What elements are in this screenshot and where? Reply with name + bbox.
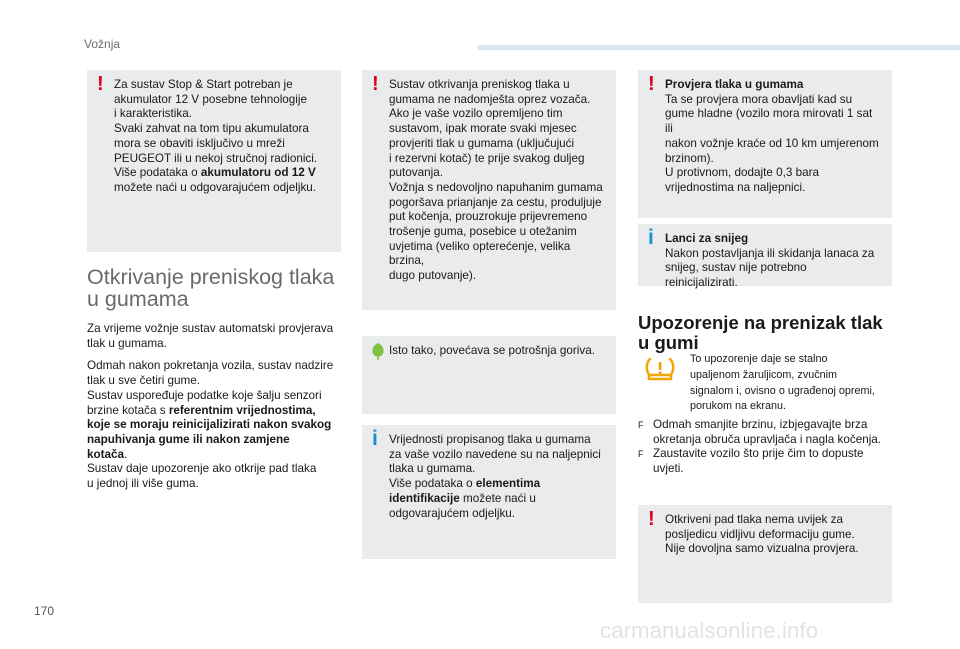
snow-chains-box — [638, 224, 892, 290]
eco-leaf-icon — [370, 342, 386, 360]
detection-warning-box — [362, 70, 616, 310]
detection-warning-text: Sustav otkrivanja preniskog tlaka u gumama ne nadomješta oprez vozača. Ako je vaše vozilo opremljeno tim sustavom, ipak morate svaki mjesec provjeriti tlak u gumama (uključujući i rezervni kotač) te prije svakog duljeg putovanja. Vožnja s nedovoljno napuhanim gumama pogoršava prianjanje za cestu, produljuje put kočenja, prouzrokuje prijevremeno trošenje guma, posebice u otežanim uvjetima (veliko opterećenje, velika brzina, dugo putovanje). — [389, 78, 603, 283]
visual-check-text: Otkriveni pad tlaka nema uvijek za posljedicu vidljivu deformaciju gume. Nije dovoljna samo vizualna provjera. — [665, 513, 859, 556]
watermark: carmanualsonline.info — [600, 618, 819, 643]
header-bar — [478, 45, 960, 50]
pressure-check-text: Ta se provjera mora obavljati kad su gume hladne (vozilo mora mirovati 1 sat ili nakon vožnje kraće od 10 km umjerenom brzinom). U protivnom, dodajte 0,3 bara vrijednostima na naljepnici. — [665, 92, 879, 194]
tyre-pressure-info-text: Vrijednosti propisanog tlaka u gumama za vaše vozilo navedene su na naljepnici tlaka u gumama. Više podataka o elementima identifikacije možete naći u odgovarajućem odjeljku. — [389, 433, 601, 520]
page-number: 170 — [34, 604, 55, 618]
pressure-check-heading: Provjera tlaka u gumama — [665, 78, 804, 91]
detection-paragraph-1: Za vrijeme vožnje sustav automatski provjerava tlak u gumama. — [87, 322, 334, 350]
bullet-item: F Odmah smanjite brzinu, izbjegavajte brza okretanja obruča upravljača i nagla kočenja. — [638, 418, 882, 446]
section-title-low-pressure: Upozorenje na prenizak tlak u gumi — [638, 312, 883, 353]
detection-paragraph-2: Odmah nakon pokretanja vozila, sustav nadzire tlak u sve četiri gume. Sustav uspoređuje podatke koje šalju senzori brzine kotača s referentnim vrijednostima, koje se moraju reinicijalizirati nakon svakog napuhivanja gume ili nakon zamjene kotača. Sustav daje upozorenje ako otkrije pad tlaka u jednoj ili više guma. — [87, 359, 334, 491]
info-icon: i — [648, 226, 654, 249]
visual-check-warning-box — [638, 505, 892, 603]
snow-chains-text: Nakon postavljanja ili skidanja lanaca za snijeg, sustav nije potrebno reinicijalizirati. — [665, 246, 875, 290]
bullet-marker: F — [638, 420, 644, 430]
detection-text — [87, 322, 347, 492]
tyre-pressure-info-box — [362, 425, 616, 559]
warning-icon: ! — [97, 73, 104, 95]
low-pressure-warning-text: To upozorenje daje se stalno upaljenom žaruljicom, zvučnim signalom i, ovisno o ugrađenoj opremi, porukom na ekranu. — [690, 353, 875, 413]
pressure-check-box — [638, 70, 892, 218]
action-bullets — [638, 418, 896, 477]
bullet-item: F Zaustavite vozilo što prije čim to dopuste uvjeti. — [638, 447, 864, 476]
fuel-consumption-text: Isto tako, povećava se potrošnja goriva. — [389, 344, 595, 357]
tyre-pressure-warning-icon — [645, 356, 675, 382]
stop-start-warning-box — [87, 70, 341, 252]
warning-icon: ! — [648, 73, 655, 95]
fuel-consumption-box — [362, 336, 616, 414]
section-title-detection: Otkrivanje preniskog tlaka u gumama — [87, 265, 335, 311]
chapter-title: Vožnja — [84, 37, 121, 51]
warning-icon: ! — [372, 73, 379, 95]
warning-icon: ! — [648, 508, 655, 530]
bullet-marker: F — [638, 449, 644, 460]
stop-start-text: Za sustav Stop & Start potreban je akumulator 12 V posebne tehnologije i karakteristika. Svaki zahvat na tom tipu akumulatora mora se obaviti isključivo u mreži PEUGEOT ili u nekoj stručnoj radionici. Više podataka o akumulatoru od 12 V možete naći u odgovarajućem odjeljku. — [114, 78, 318, 194]
snow-chains-heading: Lanci za snijeg — [665, 232, 749, 245]
info-icon: i — [372, 427, 378, 450]
